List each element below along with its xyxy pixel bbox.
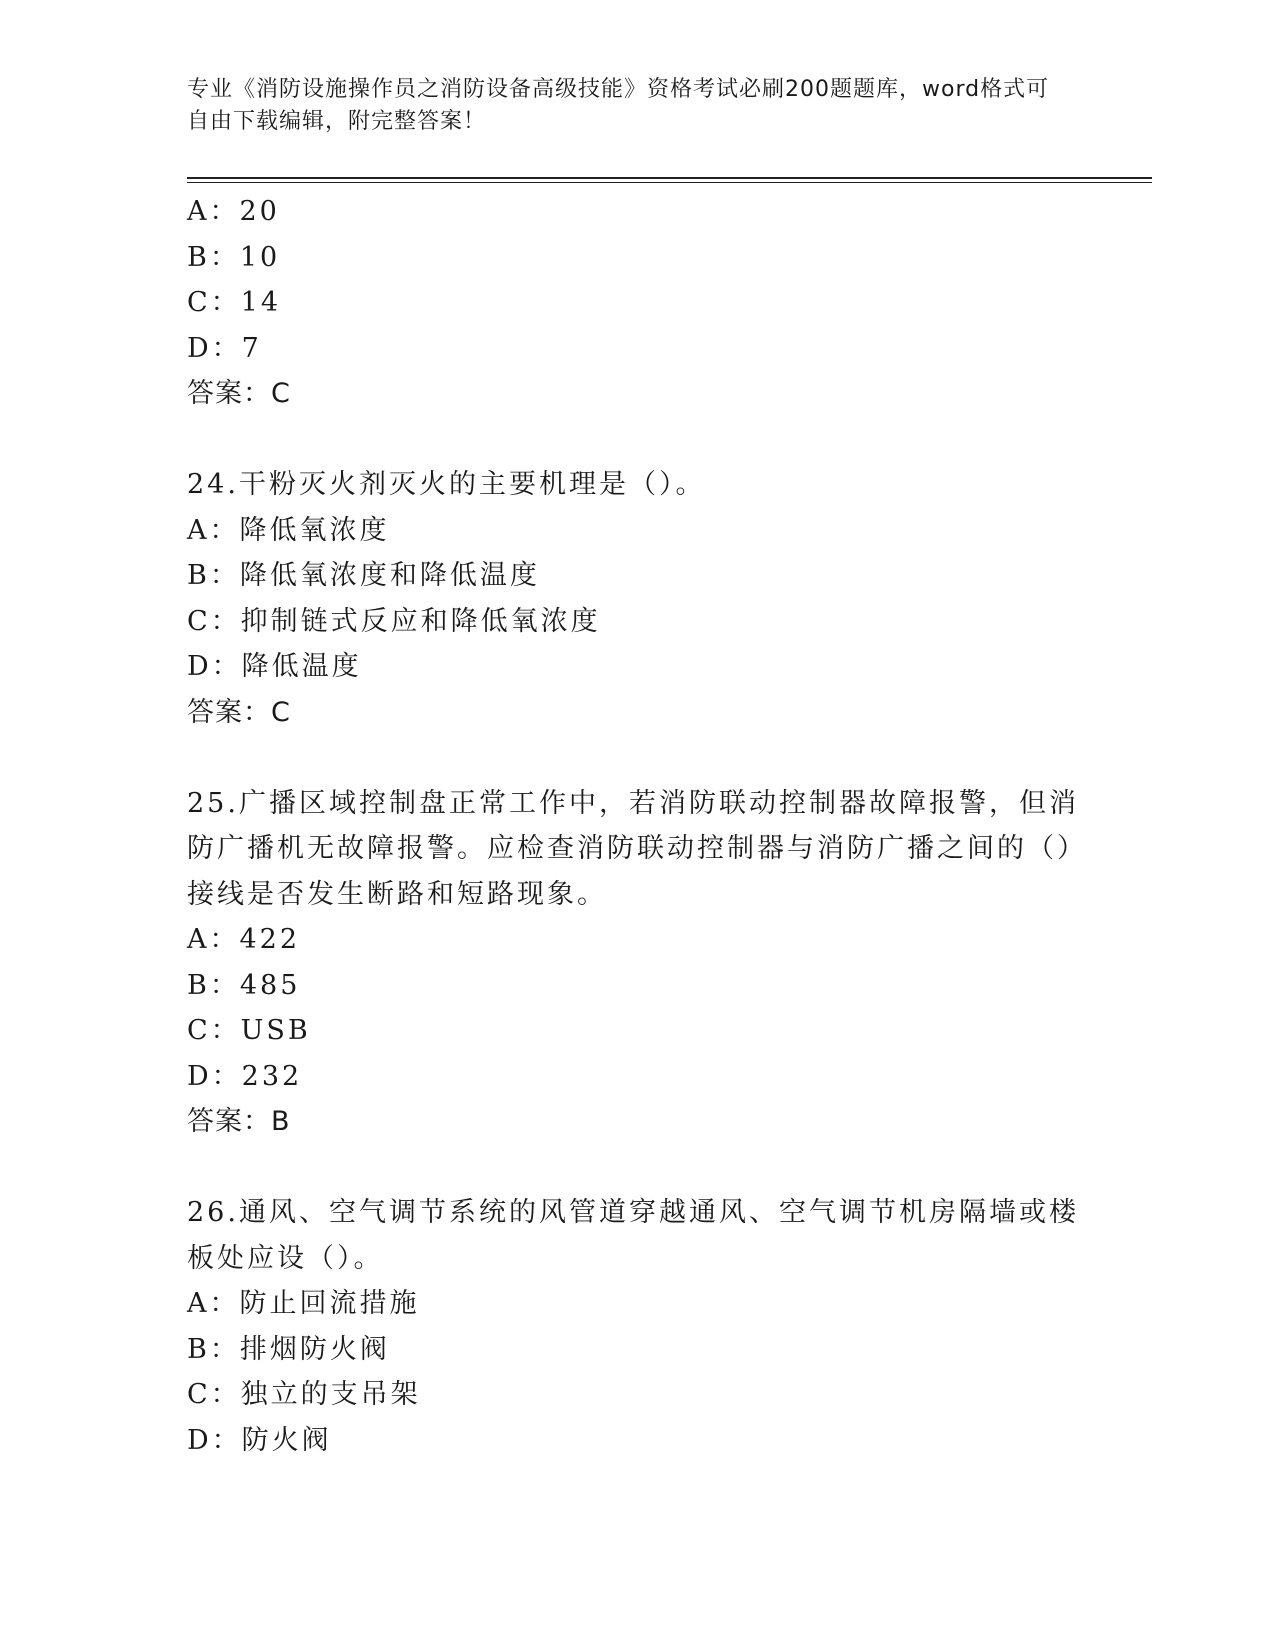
option-d: D：7 [187, 332, 262, 364]
header-rule-thick [187, 177, 1152, 179]
option-c: C：14 [187, 287, 282, 318]
option-d: D：降低温度 [187, 651, 362, 682]
header-rule-thin [187, 182, 1152, 183]
question-text: 24.干粉灭火剂灭火的主要机理是（）。 [187, 469, 706, 500]
option-a: A：降低氧浓度 [187, 514, 390, 546]
option-c: C：抑制链式反应和降低氧浓度 [187, 605, 601, 637]
spacer [187, 735, 1087, 781]
spacer [187, 417, 1087, 463]
question-list [187, 189, 1087, 1463]
answer: 答案：C [187, 378, 291, 409]
document-header: 专业《消防设施操作员之消防设备高级技能》资格考试必刷200题题库，word格式可自由下载编辑，附完整答案！ [187, 77, 1050, 134]
question-text: 26.通风、空气调节系统的风管道穿越通风、空气调节机房隔墙或楼板处应设（）。 [187, 1197, 1079, 1274]
spacer [187, 1145, 1087, 1191]
option-a: A：422 [187, 924, 301, 955]
option-b: B：485 [187, 969, 301, 1001]
option-b: B：降低氧浓度和降低温度 [187, 560, 540, 591]
answer: 答案：C [187, 696, 291, 728]
question-25 [187, 781, 1087, 1145]
option-a: A：20 [187, 196, 280, 227]
option-a: A：防止回流措施 [187, 1288, 420, 1319]
answer: 答案：B [187, 1106, 291, 1137]
option-b: B：10 [187, 241, 281, 273]
question-26 [187, 1190, 1087, 1463]
question-prev [187, 189, 1087, 417]
option-d: D：232 [187, 1060, 303, 1092]
option-c: C：USB [187, 1015, 311, 1046]
option-b: B：排烟防火阀 [187, 1333, 390, 1365]
option-c: C：独立的支吊架 [187, 1379, 421, 1410]
question-text: 25.广播区域控制盘正常工作中，若消防联动控制器故障报警，但消防广播机无故障报警。应检查消防联动控制器与消防广播之间的（）接线是否发生断路和短路现象。 [187, 787, 1087, 910]
question-24 [187, 462, 1087, 735]
option-d: D：防火阀 [187, 1424, 332, 1456]
